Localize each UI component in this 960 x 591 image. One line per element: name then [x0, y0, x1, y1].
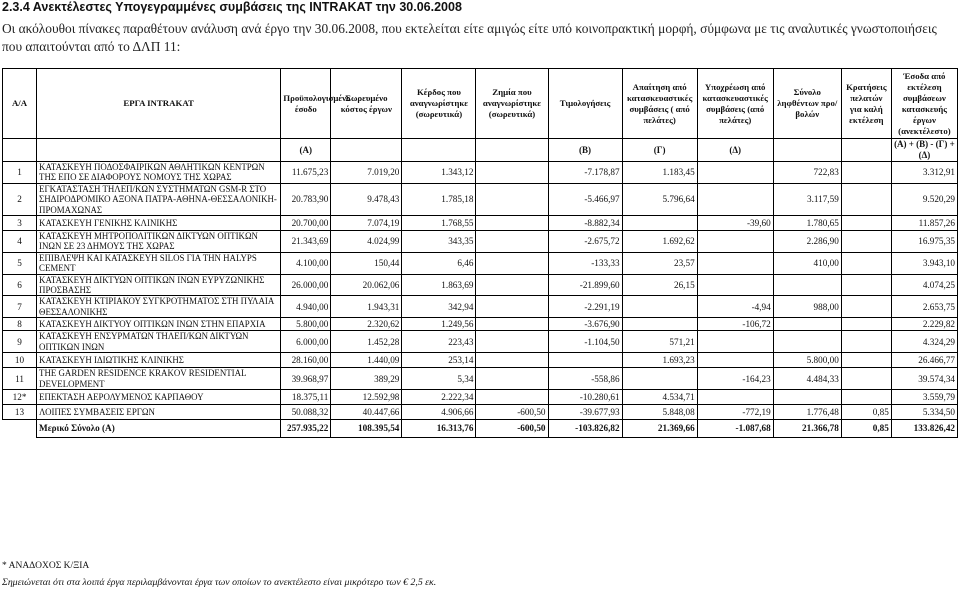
cell-profit: 223,43 — [402, 331, 476, 353]
label-budget: (Α) — [281, 139, 331, 162]
cell-advances: 3.117,59 — [773, 183, 841, 215]
header-project: ΕΡΓΑ INTRAKAT — [37, 69, 281, 139]
total-advances: 21.366,78 — [773, 419, 841, 437]
header-budget: Προϋπολογισμένο έσοδο — [281, 69, 331, 139]
cell-loss — [476, 216, 548, 231]
table-row — [3, 331, 958, 353]
project-name: ΚΑΤΑΣΚΕΥΗ ΔΙΚΤΥΟΥ ΟΠΤΙΚΩΝ ΙΝΩΝ ΣΤΗΝ ΕΠΑΡΧΙΑ — [37, 318, 281, 331]
cell-advances: 2.286,90 — [773, 231, 841, 253]
table-row — [3, 162, 958, 184]
cell-retentions — [841, 252, 891, 274]
table-row — [3, 231, 958, 253]
cell-receivable — [622, 368, 697, 390]
cell-advances: 722,83 — [773, 162, 841, 184]
table-row — [3, 353, 958, 368]
total-liability: -1.087,68 — [697, 419, 773, 437]
header-receivable: Απαίτηση από κατασκευαστικές συμβάσεις ( από πελάτες) — [622, 69, 697, 139]
cell-budget: 20.783,90 — [281, 183, 331, 215]
cell-profit: 342,94 — [402, 296, 476, 318]
total-label: Μερικό Σύνολο (Α) — [37, 419, 281, 437]
cell-liability — [697, 389, 773, 404]
cell-profit: 343,35 — [402, 231, 476, 253]
cell-invoiced: -7.178,87 — [548, 162, 622, 184]
header-backlog: Έσοδα από εκτέλεση συμβάσεων κατασκευής έργων (ανεκτέλεστο) — [891, 69, 957, 139]
cell-invoiced: -21.899,60 — [548, 274, 622, 296]
cell-budget: 11.675,23 — [281, 162, 331, 184]
cell-invoiced: -8.882,34 — [548, 216, 622, 231]
cell-receivable: 1.692,62 — [622, 231, 697, 253]
row-number: 6 — [3, 274, 37, 296]
cell-invoiced: -39.677,93 — [548, 404, 622, 419]
row-number: 1 — [3, 162, 37, 184]
project-name: ΚΑΤΑΣΚΕΥΗ ΙΔΙΩΤΙΚΗΣ ΚΛΙΝΙΚΗΣ — [37, 353, 281, 368]
cell-retentions — [841, 274, 891, 296]
cell-budget: 20.700,00 — [281, 216, 331, 231]
total-invoiced: -103.826,82 — [548, 419, 622, 437]
cell-retentions — [841, 331, 891, 353]
cell-invoiced: -558,86 — [548, 368, 622, 390]
row-number: 3 — [3, 216, 37, 231]
cell-profit: 5,34 — [402, 368, 476, 390]
table-row — [3, 252, 958, 274]
cell-loss — [476, 162, 548, 184]
cell-budget: 5.800,00 — [281, 318, 331, 331]
project-name: ΕΠΙΒΛΕΨΗ ΚΑΙ ΚΑΤΑΣΚΕΥΗ SILOS ΓΙΑ ΤΗΝ HALYPS CEMENT — [37, 252, 281, 274]
cell-cost: 7.019,20 — [331, 162, 402, 184]
cell-retentions — [841, 183, 891, 215]
table-row — [3, 274, 958, 296]
table-row — [3, 216, 958, 231]
project-name: THE GARDEN RESIDENCE KRAKOV RESIDENTIAL DEVELOPMENT — [37, 368, 281, 390]
cell-backlog: 16.975,35 — [891, 231, 957, 253]
total-receivable: 21.369,66 — [622, 419, 697, 437]
cell-invoiced: -3.676,90 — [548, 318, 622, 331]
header-advances: Σύνολο ληφθέντων προ/βολών — [773, 69, 841, 139]
project-name: ΕΓΚΑΤΑΣΤΑΣΗ ΤΗΛΕΠ/ΚΩΝ ΣΥΣΤΗΜΑΤΩΝ GSM-R ΣΤΟ ΣΗΔΙΡΟΔΡΟΜΙΚΟ ΑΞΟΝΑ ΠΑΤΡΑ-ΑΘΗΝΑ-ΘΕΣΣΑΛΟΝΙΚΗ-ΠΡΟΜΑΧΩΝΑΣ — [37, 183, 281, 215]
cell-budget: 26.000,00 — [281, 274, 331, 296]
cell-backlog: 3.312,91 — [891, 162, 957, 184]
cell-backlog: 26.466,77 — [891, 353, 957, 368]
cell-receivable: 5.848,08 — [622, 404, 697, 419]
cell-backlog: 2.229,82 — [891, 318, 957, 331]
row-number: 7 — [3, 296, 37, 318]
cell-loss — [476, 231, 548, 253]
header-loss: Ζημία που αναγνωρίστηκε (σωρευτικά) — [476, 69, 548, 139]
table-row — [3, 368, 958, 390]
cell-cost: 150,44 — [331, 252, 402, 274]
total-budget: 257.935,22 — [281, 419, 331, 437]
total-cost: 108.395,54 — [331, 419, 402, 437]
cell-liability: -39,60 — [697, 216, 773, 231]
cell-profit: 1.249,56 — [402, 318, 476, 331]
label-invoiced: (Β) — [548, 139, 622, 162]
cell-backlog: 3.559,79 — [891, 389, 957, 404]
row-number: 8 — [3, 318, 37, 331]
cell-cost: 12.592,98 — [331, 389, 402, 404]
cell-receivable: 5.796,64 — [622, 183, 697, 215]
cell-loss — [476, 296, 548, 318]
table-row — [3, 183, 958, 215]
cell-profit: 1.768,55 — [402, 216, 476, 231]
header-row — [3, 69, 958, 139]
cell-advances: 410,00 — [773, 252, 841, 274]
table-row — [3, 404, 958, 419]
cell-cost: 2.320,62 — [331, 318, 402, 331]
total-backlog: 133.826,42 — [891, 419, 957, 437]
cell-liability — [697, 353, 773, 368]
cell-profit: 4.906,66 — [402, 404, 476, 419]
cell-liability — [697, 183, 773, 215]
cell-cost: 1.452,28 — [331, 331, 402, 353]
cell-receivable: 4.534,71 — [622, 389, 697, 404]
cell-profit: 253,14 — [402, 353, 476, 368]
contracts-table — [2, 68, 958, 438]
cell-receivable: 1.693,23 — [622, 353, 697, 368]
cell-budget: 6.000,00 — [281, 331, 331, 353]
project-name: ΚΑΤΑΣΚΕΥΗ ΔΙΚΤΥΩΝ ΟΠΤΙΚΩΝ ΙΝΩΝ ΕΥΡΥΖΩΝΙΚΗΣ ΠΡΟΣΒΑΣΗΣ — [37, 274, 281, 296]
cell-advances — [773, 274, 841, 296]
label-receivable: (Γ) — [622, 139, 697, 162]
cell-invoiced: -133,33 — [548, 252, 622, 274]
total-retentions: 0,85 — [841, 419, 891, 437]
table-row — [3, 296, 958, 318]
cell-invoiced: -2.675,72 — [548, 231, 622, 253]
project-name: ΚΑΤΑΣΚΕΥΗ ΚΤΙΡΙΑΚΟΥ ΣΥΓΚΡΟΤΗΜΑΤΟΣ ΣΤΗ ΠΥΛΑΙΑ ΘΕΣΣΑΛΟΝΙΚΗΣ — [37, 296, 281, 318]
label-backlog: (Α) + (Β) - (Γ) + (Δ) — [891, 139, 957, 162]
cell-retentions — [841, 368, 891, 390]
cell-retentions — [841, 353, 891, 368]
cell-profit: 1.863,69 — [402, 274, 476, 296]
cell-receivable — [622, 296, 697, 318]
row-number: 4 — [3, 231, 37, 253]
cell-profit: 2.222,34 — [402, 389, 476, 404]
cell-loss — [476, 183, 548, 215]
cell-receivable: 571,21 — [622, 331, 697, 353]
cell-cost: 389,29 — [331, 368, 402, 390]
cell-cost: 40.447,66 — [331, 404, 402, 419]
project-name: ΚΑΤΑΣΚΕΥΗ ΠΟΔΟΣΦΑΙΡΙΚΩΝ ΑΘΛΗΤΙΚΩΝ ΚΕΝΤΡΩΝ ΤΗΣ ΕΠΟ ΣΕ ΔΙΑΦΟΡΟΥΣ ΝΟΜΟΥΣ ΤΗΣ ΧΩΡΑΣ — [37, 162, 281, 184]
cell-receivable: 23,57 — [622, 252, 697, 274]
cell-cost: 1.440,09 — [331, 353, 402, 368]
cell-advances: 1.776,48 — [773, 404, 841, 419]
row-number: 11 — [3, 368, 37, 390]
cell-retentions — [841, 231, 891, 253]
cell-liability: -4,94 — [697, 296, 773, 318]
cell-liability — [697, 274, 773, 296]
cell-loss — [476, 389, 548, 404]
table-row — [3, 318, 958, 331]
cell-invoiced: -2.291,19 — [548, 296, 622, 318]
project-name: ΚΑΤΑΣΚΕΥΗ ΓΕΝΙΚΗΣ ΚΛΙΝΙΚΗΣ — [37, 216, 281, 231]
header-profit: Κέρδος που αναγνωρίστηκε (σωρευτικά) — [402, 69, 476, 139]
cell-advances: 988,00 — [773, 296, 841, 318]
cell-loss — [476, 368, 548, 390]
cell-advances: 5.800,00 — [773, 353, 841, 368]
cell-invoiced: -10.280,61 — [548, 389, 622, 404]
header-aa: Α/Α — [3, 69, 37, 139]
header-invoiced: Τιμολογήσεις — [548, 69, 622, 139]
project-name: ΚΑΤΑΣΚΕΥΗ ΕΝΣΥΡΜΑΤΩΝ ΤΗΛΕΠ/ΚΩΝ ΔΙΚΤΥΩΝ ΟΠΤΙΚΩΝ ΙΝΩΝ — [37, 331, 281, 353]
row-number: 5 — [3, 252, 37, 274]
total-row — [3, 419, 958, 437]
cell-backlog: 3.943,10 — [891, 252, 957, 274]
row-number: 10 — [3, 353, 37, 368]
cell-budget: 28.160,00 — [281, 353, 331, 368]
row-number: 9 — [3, 331, 37, 353]
cell-cost: 9.478,43 — [331, 183, 402, 215]
row-number: 2 — [3, 183, 37, 215]
cell-invoiced: -5.466,97 — [548, 183, 622, 215]
cell-backlog: 11.857,26 — [891, 216, 957, 231]
cell-cost: 4.024,99 — [331, 231, 402, 253]
header-cost: Σωρευμένο κόστος έργων — [331, 69, 402, 139]
cell-loss — [476, 252, 548, 274]
cell-profit: 1.343,12 — [402, 162, 476, 184]
row-number: 12* — [3, 389, 37, 404]
header-liability: Υποχρέωση από κατασκευαστικές συμβάσεις (από πελάτες) — [697, 69, 773, 139]
cell-cost: 1.943,31 — [331, 296, 402, 318]
cell-budget: 18.375,11 — [281, 389, 331, 404]
cell-liability — [697, 231, 773, 253]
cell-retentions — [841, 162, 891, 184]
cell-retentions — [841, 389, 891, 404]
cell-budget: 50.088,32 — [281, 404, 331, 419]
cell-budget: 4.100,00 — [281, 252, 331, 274]
cell-advances: 1.780,65 — [773, 216, 841, 231]
cell-liability: -164,23 — [697, 368, 773, 390]
cell-advances — [773, 331, 841, 353]
cell-cost: 20.062,06 — [331, 274, 402, 296]
cell-profit: 1.785,18 — [402, 183, 476, 215]
total-loss: -600,50 — [476, 419, 548, 437]
section-title: 2.3.4 Ανεκτέλεστες Υπογεγραμμένες συμβάσεις της INTRAKAT την 30.06.2008 — [2, 0, 462, 14]
cell-liability — [697, 331, 773, 353]
cell-advances: 4.484,33 — [773, 368, 841, 390]
cell-invoiced — [548, 353, 622, 368]
cell-backlog: 9.520,29 — [891, 183, 957, 215]
row-number: 13 — [3, 404, 37, 419]
cell-liability: -106,72 — [697, 318, 773, 331]
cell-cost: 7.074,19 — [331, 216, 402, 231]
cell-backlog: 4.324,29 — [891, 331, 957, 353]
cell-retentions — [841, 216, 891, 231]
cell-liability — [697, 162, 773, 184]
cell-loss — [476, 331, 548, 353]
table-row — [3, 389, 958, 404]
cell-backlog: 2.653,75 — [891, 296, 957, 318]
cell-liability — [697, 252, 773, 274]
cell-advances — [773, 389, 841, 404]
project-name: ΚΑΤΑΣΚΕΥΗ ΜΗΤΡΟΠΟΛΙΤΙΚΩΝ ΔΙΚΤΥΩΝ ΟΠΤΙΚΩΝ ΙΝΩΝ ΣΕ 23 ΔΗΜΟΥΣ ΤΗΣ ΧΩΡΑΣ — [37, 231, 281, 253]
cell-budget: 4.940,00 — [281, 296, 331, 318]
cell-backlog: 4.074,25 — [891, 274, 957, 296]
cell-loss — [476, 274, 548, 296]
cell-loss: -600,50 — [476, 404, 548, 419]
cell-receivable: 26,15 — [622, 274, 697, 296]
cell-profit: 6,46 — [402, 252, 476, 274]
cell-retentions — [841, 318, 891, 331]
footnote-joint-venture: * ΑΝΑΔΟΧΟΣ Κ/ΞΙΑ — [2, 561, 90, 571]
cell-budget: 21.343,69 — [281, 231, 331, 253]
header-retentions: Κρατήσεις πελατών για καλή εκτέλεση — [841, 69, 891, 139]
cell-budget: 39.968,97 — [281, 368, 331, 390]
label-liability: (Δ) — [697, 139, 773, 162]
cell-backlog: 5.334,50 — [891, 404, 957, 419]
cell-backlog: 39.574,34 — [891, 368, 957, 390]
cell-loss — [476, 353, 548, 368]
cell-invoiced: -1.104,50 — [548, 331, 622, 353]
cell-liability: -772,19 — [697, 404, 773, 419]
total-profit: 16.313,76 — [402, 419, 476, 437]
project-name: ΕΠΕΚΤΑΣΗ ΑΕΡΟΛΥΜΕΝΟΣ ΚΑΡΠΑΘΟΥ — [37, 389, 281, 404]
project-name: ΛΟΙΠΕΣ ΣΥΜΒΑΣΕΙΣ ΕΡΓΩΝ — [37, 404, 281, 419]
cell-receivable — [622, 318, 697, 331]
intro-paragraph: Οι ακόλουθοι πίνακες παραθέτουν ανάλυση ανά έργο την 30.06.2008, που εκτελείται είτε αμιγώς είτε υπό κοινοπρακτική μορφή, σύμφωνα με τις αναλυτικές γνωστοποιήσεις που απαιτούνται από το ΔΛΠ 11: — [2, 21, 937, 54]
cell-advances — [773, 318, 841, 331]
cell-loss — [476, 318, 548, 331]
cell-receivable — [622, 216, 697, 231]
cell-receivable: 1.183,45 — [622, 162, 697, 184]
cell-retentions — [841, 296, 891, 318]
formula-label-row — [3, 139, 958, 162]
cell-retentions: 0,85 — [841, 404, 891, 419]
footnote-other-projects: Σημειώνεται ότι στα λοιπά έργα περιλαμβάνονται έργα των οποίων το ανεκτέλεστο είναι μικρότερο των € 2,5 εκ. — [2, 577, 437, 588]
